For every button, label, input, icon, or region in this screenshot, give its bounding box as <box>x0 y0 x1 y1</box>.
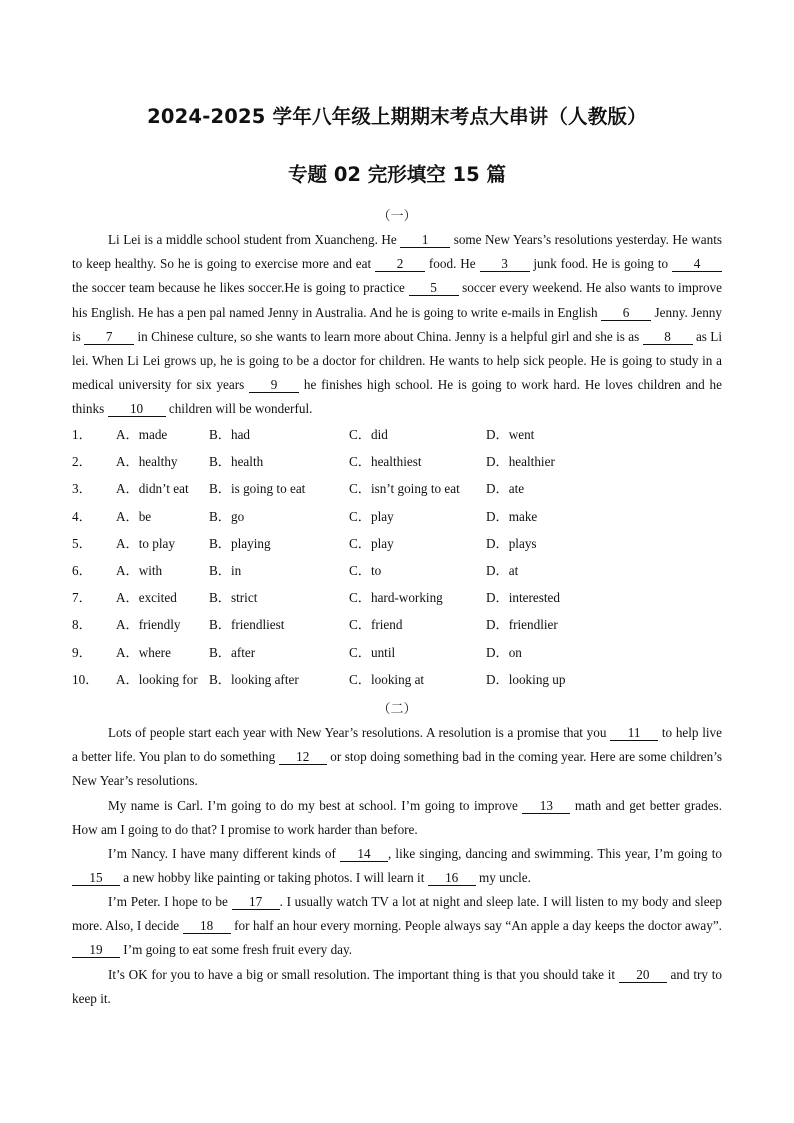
blank-16: 16 <box>428 871 476 886</box>
passage-text: in Chinese culture, so she wants to learn more about China. Jenny is a helpful girl and she is as <box>134 328 643 344</box>
question-options <box>72 423 722 695</box>
passage-text: My name is Carl. I’m going to do my best at school. I’m going to improve <box>108 798 523 813</box>
passage-text: , like singing, dancing and swimming. This year, I’m going to <box>388 846 722 861</box>
option-c: C．hard-working <box>349 590 443 606</box>
question-number: 10． <box>72 671 99 687</box>
option-a: A．friendly <box>116 617 181 633</box>
passage-2-paragraph-4 <box>72 890 722 963</box>
option-a: A．where <box>116 644 171 660</box>
blank-12: 12 <box>279 750 327 765</box>
passage-text: Jenny. Jenny is <box>72 304 722 344</box>
question-number: 7． <box>72 590 92 606</box>
option-b: B．is going to eat <box>209 481 306 497</box>
option-c: C．play <box>349 508 394 524</box>
blank-20: 20 <box>619 968 667 983</box>
blank-7: 7 <box>84 330 134 345</box>
option-a: A．with <box>116 562 163 578</box>
option-b: B．strict <box>209 590 258 606</box>
option-c: C．isn’t going to eat <box>349 481 460 497</box>
blank-15: 15 <box>72 871 120 886</box>
option-c: C．play <box>349 535 394 551</box>
blank-10: 10 <box>108 402 166 417</box>
question-row <box>72 613 722 640</box>
option-a: A．healthy <box>116 454 178 470</box>
passage-text: . I usually watch TV a lot at night and sleep late. I will listen to my body and sleep more. Also, I decide <box>72 894 723 934</box>
passage-text: Li Lei is a middle school student from Xuancheng. He <box>108 232 401 247</box>
blank-3: 3 <box>480 257 530 272</box>
passage-text: for half an hour every morning. People always say “An apple a day keeps the doctor away”. <box>230 918 722 934</box>
option-b: B．in <box>209 562 242 578</box>
option-b: B．go <box>209 508 245 524</box>
option-c: C．did <box>349 427 388 442</box>
passage-2-paragraph-1 <box>72 721 722 794</box>
option-a: A．excited <box>116 590 177 606</box>
option-d: D．at <box>486 562 519 578</box>
option-d: D．looking up <box>486 671 566 687</box>
passage-2-paragraph-3 <box>72 842 722 890</box>
passage-text: children will be wonderful. <box>165 401 313 417</box>
option-c: C．until <box>349 644 396 660</box>
option-a: A．didn’t eat <box>116 481 189 497</box>
option-d: D．healthier <box>486 454 555 470</box>
question-number: 1． <box>72 427 92 442</box>
option-d: D．on <box>486 644 522 660</box>
question-row <box>72 532 722 559</box>
passage-text: Lots of people start each year with New Year’s resolutions. A resolution is a promise that you <box>108 725 611 740</box>
passage-text: some New Years’s resolutions yesterday. He wants to keep healthy. So he is going to exercise more and eat <box>72 232 723 272</box>
blank-18: 18 <box>183 919 231 934</box>
blank-19: 19 <box>72 943 120 958</box>
passage-text: the soccer team because he likes soccer.He is going to practice <box>72 280 409 296</box>
passage-text: he finishes high school. He is going to work hard. He loves children and he thinks <box>72 377 722 417</box>
option-d: D．make <box>486 508 538 524</box>
section-heading-1: （一） <box>377 209 417 224</box>
blank-6: 6 <box>601 306 651 321</box>
option-b: B．playing <box>209 535 271 551</box>
blank-5: 5 <box>409 281 459 296</box>
option-d: D．went <box>486 427 535 442</box>
page-subtitle: 专题 02 完形填空 15 篇 <box>288 163 506 186</box>
passage-2-paragraph-5 <box>72 963 722 1011</box>
question-row <box>72 668 722 695</box>
question-number: 4． <box>72 508 92 524</box>
option-d: D．ate <box>486 481 525 497</box>
blank-13: 13 <box>522 799 570 814</box>
question-row <box>72 450 722 477</box>
blank-14: 14 <box>340 847 388 862</box>
passage-text: my uncle. <box>475 870 531 886</box>
passage-text: junk food. He is going to <box>529 256 673 272</box>
passage-text: I’m Peter. I hope to be <box>108 894 232 909</box>
passage-text: I’m going to eat some fresh fruit every day. <box>120 942 353 958</box>
option-b: B．after <box>209 644 256 660</box>
option-a: A．be <box>116 508 152 524</box>
passage-text: and try to keep it. <box>72 967 722 1007</box>
passage-text: It’s OK for you to have a big or small resolution. The important thing is that you should take it <box>108 967 619 982</box>
passage-text: food. He <box>425 256 480 272</box>
question-number: 9． <box>72 644 92 660</box>
option-a: A．to play <box>116 535 175 551</box>
question-row <box>72 505 722 532</box>
passage-text: I’m Nancy. I have many different kinds of <box>108 846 341 861</box>
blank-9: 9 <box>249 378 299 393</box>
question-row <box>72 641 722 668</box>
blank-1: 1 <box>400 233 450 248</box>
option-b: B．looking after <box>209 671 299 687</box>
option-c: C．to <box>349 562 382 578</box>
question-number: 6． <box>72 562 92 578</box>
option-a: A．looking for <box>116 671 198 687</box>
passage-1 <box>72 228 722 422</box>
question-row <box>72 586 722 613</box>
passage-2-paragraph-2 <box>72 794 722 842</box>
passage-text: a new hobby like painting or taking photos. I will learn it <box>120 870 428 886</box>
option-a: A．made <box>116 427 168 442</box>
question-row <box>72 477 722 504</box>
passage-text: as Li lei. When Li Lei grows up, he is going to be a doctor for children. He wants to help sick people. He is going to study in a medical university for six years <box>72 328 723 393</box>
option-d: D．friendlier <box>486 617 558 633</box>
option-c: C．looking at <box>349 671 425 687</box>
passage-text: math and get better grades. How am I going to do that? I promise to work harder than before. <box>72 798 722 838</box>
passage-text: or stop doing something bad in the coming year. Here are some children’s New Year’s resolutions. <box>72 749 722 789</box>
question-row <box>72 559 722 586</box>
section-heading-2: （二） <box>377 702 417 717</box>
question-number: 8． <box>72 617 92 633</box>
option-d: D．plays <box>486 535 537 551</box>
passage-text: soccer every weekend. He also wants to improve his English. He has a pen pal named Jenny in Australia. And he is going to write e-mails in English <box>72 280 723 320</box>
blank-2: 2 <box>375 257 425 272</box>
option-b: B．health <box>209 454 264 470</box>
blank-4: 4 <box>672 257 722 272</box>
option-b: B．had <box>209 427 251 442</box>
question-number: 3． <box>72 481 92 497</box>
option-b: B．friendliest <box>209 617 285 633</box>
question-row <box>72 423 722 450</box>
blank-8: 8 <box>643 330 693 345</box>
option-d: D．interested <box>486 590 560 606</box>
question-number: 2． <box>72 454 92 470</box>
blank-11: 11 <box>610 726 658 741</box>
option-c: C．friend <box>349 617 403 633</box>
page-title: 2024-2025 学年八年级上期期末考点大串讲（人教版） <box>147 105 647 128</box>
question-number: 5． <box>72 535 92 551</box>
passage-text: to help live a better life. You plan to do something <box>72 725 722 765</box>
blank-17: 17 <box>232 895 280 910</box>
option-c: C．healthiest <box>349 454 422 470</box>
